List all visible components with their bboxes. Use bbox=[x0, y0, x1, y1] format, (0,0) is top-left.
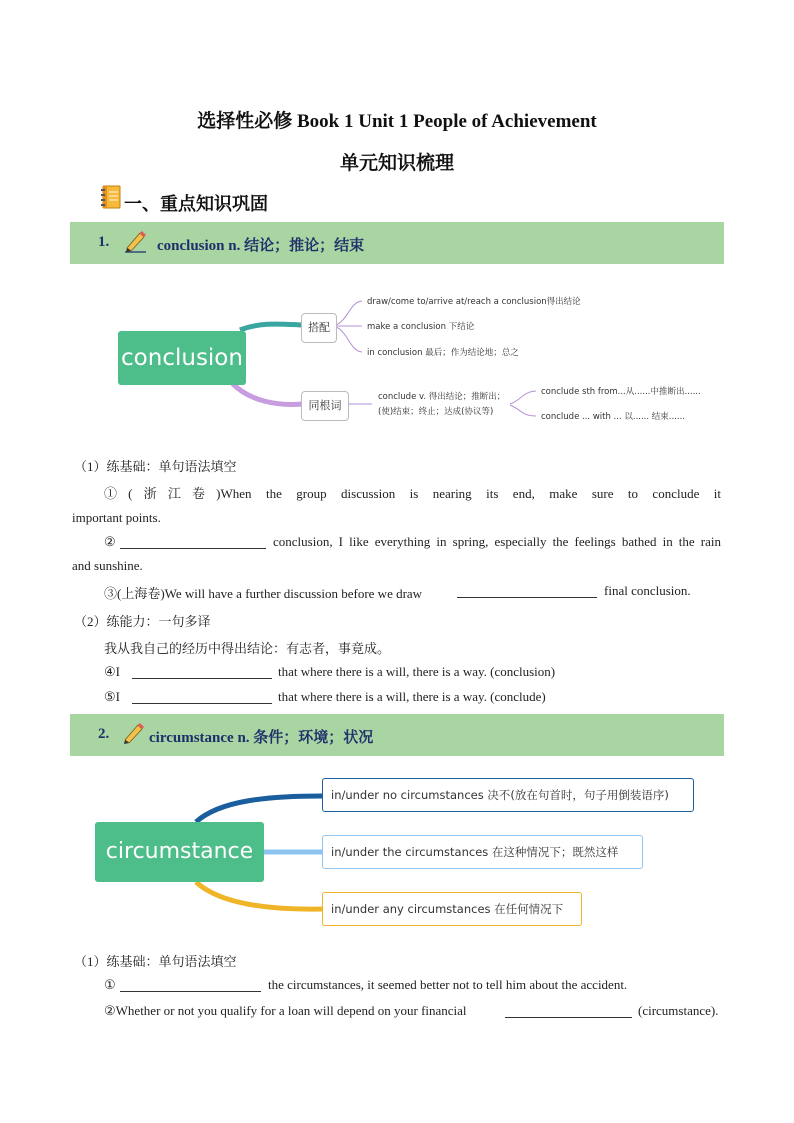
question-4-label: ④I bbox=[104, 664, 120, 679]
exercise-title: （1）练基础：单句语法填空 bbox=[74, 954, 237, 969]
question-1-label: ① bbox=[104, 977, 116, 992]
question-5-label: ⑤I bbox=[104, 689, 120, 704]
answer-blank[interactable] bbox=[505, 1003, 632, 1018]
pencil-icon bbox=[122, 228, 148, 259]
question-1-line-1: ①(浙江卷)When the group discussion is nearing its end, make sure to conclude it bbox=[104, 486, 721, 501]
headword: conclusion n. 结论；推论；结束 bbox=[157, 238, 365, 254]
question-2-end: (circumstance). bbox=[638, 1003, 719, 1018]
headword: circumstance n. 条件；环境；状况 bbox=[149, 730, 374, 746]
document-subtitle: 单元知识梳理 bbox=[339, 153, 454, 174]
section-heading: 一、重点知识巩固 bbox=[124, 194, 268, 214]
exercise-title: （1）练基础：单句语法填空 bbox=[74, 459, 237, 474]
word-number: 1. bbox=[98, 234, 110, 250]
question-2-text: ②Whether or not you qualify for a loan will depend on your financial bbox=[104, 1003, 467, 1018]
pencil-icon bbox=[120, 720, 146, 751]
translation-sentence: 我从我自己的经历中得出结论：有志者，事竟成。 bbox=[104, 641, 391, 656]
collocation-item: in conclusion 最后；作为结论地；总之 bbox=[367, 348, 519, 358]
exercise-title: （2）练能力：一句多译 bbox=[74, 614, 211, 629]
mind-map-center-node: circumstance bbox=[95, 822, 264, 882]
question-1-end: the circumstances, it seemed better not to tell him about the accident. bbox=[268, 977, 628, 992]
cognate-subitem: conclude ... with ... 以...... 结束...... bbox=[541, 412, 685, 422]
mind-map-center-node: conclusion bbox=[118, 331, 246, 385]
circumstance-item: in/under no circumstances 决不(放在句首时，句子用倒装语序) bbox=[322, 778, 694, 812]
question-3-text: ③(上海卷)We will have a further discussion before we draw bbox=[104, 586, 423, 601]
question-2-line-1: conclusion, I like everything in spring, especially the feelings bathed in the rain bbox=[273, 534, 721, 549]
branch-cognate-node: 同根词 bbox=[301, 391, 349, 421]
collocation-item: draw/come to/arrive at/reach a conclusion得出结论 bbox=[367, 297, 581, 307]
word-number: 2. bbox=[98, 726, 110, 742]
question-2-line-2: and sunshine. bbox=[72, 558, 143, 573]
collocation-item: make a conclusion 下结论 bbox=[367, 322, 475, 332]
document-title: 选择性必修 Book 1 Unit 1 People of Achievement bbox=[197, 111, 597, 132]
answer-blank[interactable] bbox=[120, 534, 266, 549]
branch-collocation-node: 搭配 bbox=[301, 313, 337, 343]
question-4-end: that where there is a will, there is a way. (conclusion) bbox=[278, 664, 556, 679]
question-5-end: that where there is a will, there is a way. (conclude) bbox=[278, 689, 546, 704]
word-bar-conclusion bbox=[70, 222, 724, 264]
question-1-line-2: important points. bbox=[72, 510, 161, 525]
notebook-icon bbox=[100, 185, 122, 209]
question-2-label: ② bbox=[104, 534, 116, 549]
answer-blank[interactable] bbox=[132, 689, 272, 704]
answer-blank[interactable] bbox=[132, 664, 272, 679]
cognate-item: conclude v. 得出结论；推断出； bbox=[378, 392, 506, 402]
question-3-end: final conclusion. bbox=[604, 583, 691, 598]
answer-blank[interactable] bbox=[120, 977, 261, 992]
cognate-subitem: conclude sth from...从......中推断出...... bbox=[541, 387, 701, 397]
cognate-item: (使)结束；终止；达成(协议等) bbox=[378, 407, 494, 417]
circumstance-item: in/under the circumstances 在这种情况下；既然这样 bbox=[322, 835, 643, 869]
word-bar-circumstance bbox=[70, 714, 724, 756]
circumstance-item: in/under any circumstances 在任何情况下 bbox=[322, 892, 582, 926]
answer-blank[interactable] bbox=[457, 583, 597, 598]
